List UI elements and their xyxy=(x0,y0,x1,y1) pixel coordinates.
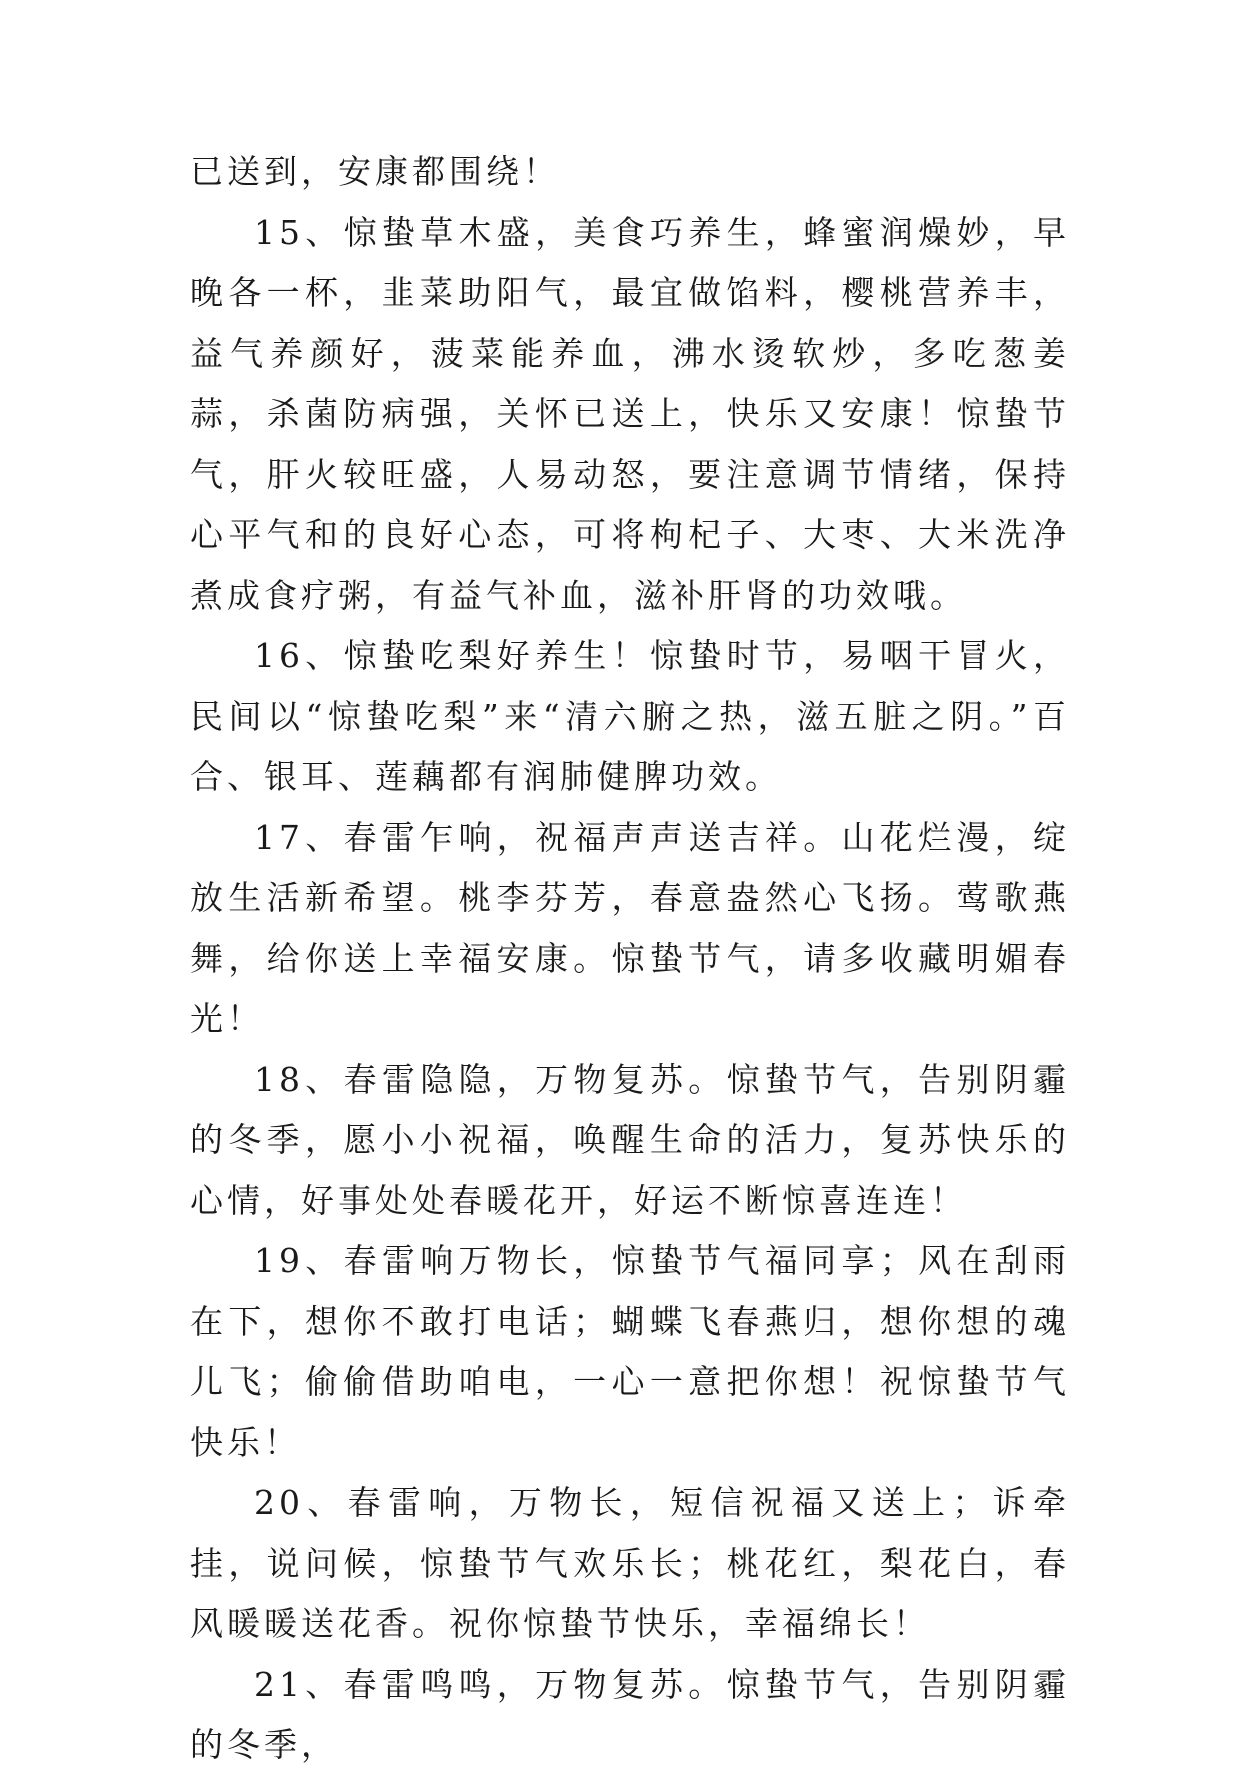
paragraph-16: 16、惊蛰吃梨好养生！惊蛰时节，易咽干冒火，民间以“惊蛰吃梨”来“清六腑之热，滋五脏之阴。”百合、银耳、莲藕都有润肺健脾功效。 xyxy=(190,636,1070,796)
paragraph-21: 21、春雷鸣鸣，万物复苏。惊蛰节气，告别阴霾的冬季， xyxy=(190,1664,1070,1764)
paragraph-18: 18、春雷隐隐，万物复苏。惊蛰节气，告别阴霾的冬季，愿小小祝福，唤醒生命的活力，复苏快乐的心情，好事处处春暖花开，好运不断惊喜连连！ xyxy=(190,1059,1070,1220)
document-body xyxy=(190,142,1070,1776)
paragraph-20: 20、春雷响，万物长，短信祝福又送上；诉牵挂，说问候，惊蛰节气欢乐长；桃花红，梨花白，春风暖暖送花香。祝你惊蛰节快乐，幸福绵长！ xyxy=(190,1483,1070,1643)
paragraph-15: 15、惊蛰草木盛，美食巧养生，蜂蜜润燥妙，早晚各一杯，韭菜助阳气，最宜做馅料，樱桃营养丰，益气养颜好，菠菜能养血，沸水烫软炒，多吃葱姜蒜，杀菌防病强，关怀已送上，快乐又安康！惊蛰节气，肝火较旺盛，人易动怒，要注意调节情绪，保持心平气和的良好心态，可将枸杞子、大枣、大米洗净煮成食疗粥，有益气补血，滋补肝肾的功效哦。 xyxy=(190,212,1070,615)
paragraph-continuation: 已送到，安康都围绕！ xyxy=(190,152,560,191)
paragraph-19: 19、春雷响万物长，惊蛰节气福同享；风在刮雨在下，想你不敢打电话；蝴蝶飞春燕归，想你想的魂儿飞；偷偷借助咱电，一心一意把你想！祝惊蛰节气快乐！ xyxy=(190,1241,1070,1462)
paragraph-17: 17、春雷乍响，祝福声声送吉祥。山花烂漫，绽放生活新希望。桃李芬芳，春意盎然心飞扬。莺歌燕舞，给你送上幸福安康。惊蛰节气，请多收藏明媚春光！ xyxy=(190,817,1070,1038)
